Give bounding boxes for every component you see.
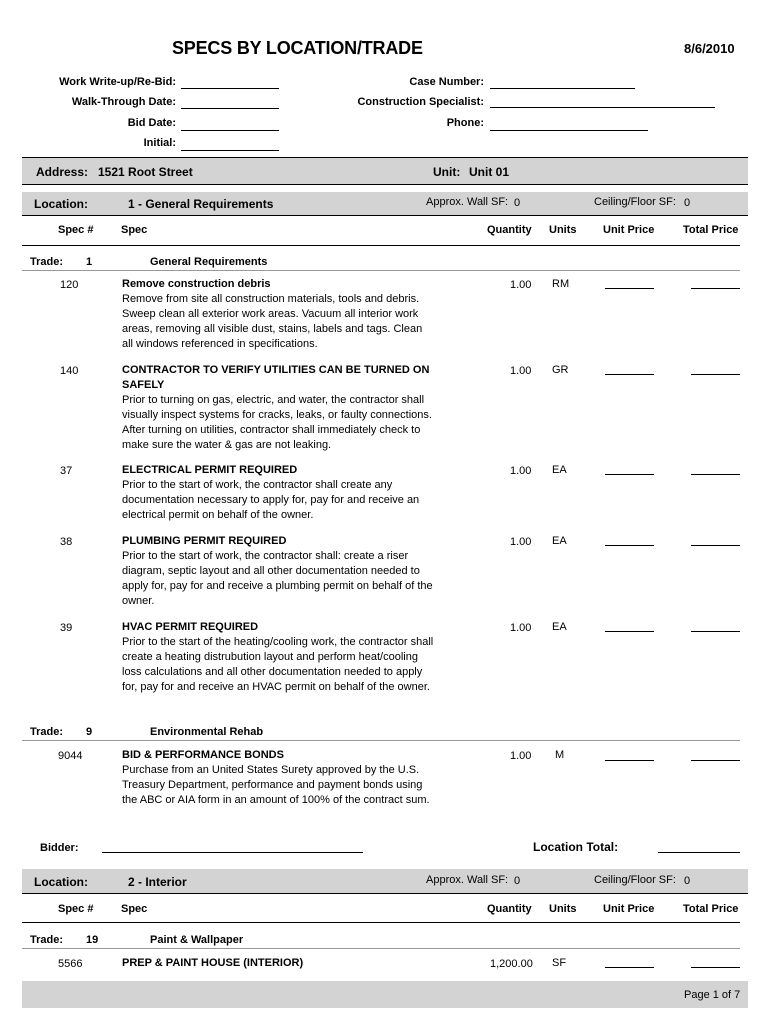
unit-price-field[interactable] — [605, 545, 654, 546]
initial-field[interactable] — [181, 150, 279, 151]
col-spec-num: Spec # — [58, 903, 94, 915]
units: EA — [552, 621, 567, 633]
location-1-name: 1 - General Requirements — [128, 197, 274, 211]
spec-desc-line: loss calculations and all other documentation needed to apply — [122, 666, 423, 678]
total-price-field[interactable] — [691, 474, 740, 475]
col-unit-price: Unit Price — [603, 903, 655, 915]
page-title: SPECS BY LOCATION/TRADE — [172, 38, 423, 58]
unit-price-field[interactable] — [605, 288, 654, 289]
bid-date-label: Bid Date: — [127, 117, 176, 129]
col-quantity: Quantity — [487, 224, 532, 236]
spec-num: 37 — [60, 465, 73, 477]
total-price-field[interactable] — [691, 760, 740, 761]
spec-num: 140 — [60, 365, 79, 377]
location-1-wall-sf-label: Approx. Wall SF: — [426, 196, 509, 208]
phone-field[interactable] — [490, 130, 648, 131]
location-2-name: 2 - Interior — [128, 875, 187, 889]
unit-price-field[interactable] — [605, 631, 654, 632]
work-writeup-field[interactable] — [181, 88, 279, 89]
trade-19-num: 19 — [86, 934, 99, 946]
spec-desc-line: the ABC or AIA form in an amount of 100% of the contract sum. — [122, 794, 430, 806]
col-unit-price: Unit Price — [603, 224, 655, 236]
location-1-wall-sf: 0 — [514, 197, 521, 209]
unit-price-field[interactable] — [605, 474, 654, 475]
spec-desc-line: Prior to the start of work, the contractor shall create any — [122, 479, 393, 491]
spec-title: PREP & PAINT HOUSE (INTERIOR) — [122, 957, 304, 969]
spec-desc-line: After turning on utilities, contractor shall immediately check to — [122, 424, 421, 436]
address-label: Address: — [36, 165, 89, 179]
quantity: 1.00 — [510, 465, 532, 477]
col-spec-num: Spec # — [58, 224, 94, 236]
report-date: 8/6/2010 — [684, 41, 735, 56]
total-price-field[interactable] — [691, 545, 740, 546]
trade-19-name: Paint & Wallpaper — [150, 934, 244, 946]
spec-num: 38 — [60, 536, 73, 548]
trade-1-label: Trade: — [30, 256, 64, 268]
spec-desc-line: apply for, pay for and receive a plumbing permit on behalf of the — [122, 580, 433, 592]
divider — [22, 948, 740, 949]
quantity: 1.00 — [510, 750, 532, 762]
spec-item-39 — [122, 620, 482, 695]
spec-desc-line: Prior to turning on gas, electric, and water, the contractor shall — [122, 394, 425, 406]
col-total-price: Total Price — [683, 224, 739, 236]
divider — [22, 270, 740, 271]
divider — [22, 740, 740, 741]
location-total-field[interactable] — [658, 852, 740, 853]
col-spec: Spec — [121, 224, 148, 236]
quantity: 1.00 — [510, 365, 532, 377]
spec-num: 39 — [60, 622, 73, 634]
spec-desc-line: for, pay for and receive an HVAC permit on behalf of the owner. — [122, 681, 430, 693]
col-quantity: Quantity — [487, 903, 532, 915]
spec-title: PLUMBING PERMIT REQUIRED — [122, 535, 287, 547]
unit-value: Unit 01 — [469, 165, 510, 179]
construction-specialist-label: Construction Specialist: — [357, 96, 484, 108]
spec-item-37 — [122, 463, 472, 523]
units: EA — [552, 535, 567, 547]
spec-desc-line: Prior to the start of the heating/cooling work, the contractor shall — [122, 636, 434, 648]
walk-through-label: Walk-Through Date: — [71, 96, 176, 108]
spec-desc-line: documentation necessary to apply for, pay for and receive an — [122, 494, 420, 506]
trade-1-num: 1 — [86, 256, 93, 268]
unit-price-field[interactable] — [605, 760, 654, 761]
trade-9-label: Trade: — [30, 726, 64, 738]
location-2-ceiling-sf: 0 — [684, 875, 691, 887]
construction-specialist-field[interactable] — [490, 107, 715, 108]
spec-title: BID & PERFORMANCE BONDS — [122, 749, 284, 761]
bidder-label: Bidder: — [40, 842, 79, 854]
location-2-label: Location: — [34, 875, 88, 889]
walk-through-field[interactable] — [181, 108, 279, 109]
unit-price-field[interactable] — [605, 374, 654, 375]
case-number-field[interactable] — [490, 88, 635, 89]
total-price-field[interactable] — [691, 967, 740, 968]
spec-item-140 — [122, 363, 482, 453]
spec-item-9044 — [122, 748, 472, 808]
location-2-wall-sf-label: Approx. Wall SF: — [426, 874, 509, 886]
spec-item-38 — [122, 534, 472, 609]
col-total-price: Total Price — [683, 903, 739, 915]
bid-date-field[interactable] — [181, 130, 279, 131]
spec-title: ELECTRICAL PERMIT REQUIRED — [122, 464, 298, 476]
quantity: 1.00 — [510, 622, 532, 634]
spec-title: Remove construction debris — [122, 278, 271, 290]
spec-desc-line: make sure the water & gas are not leaking. — [122, 439, 332, 451]
spec-title: CONTRACTOR TO VERIFY UTILITIES CAN BE TURNED ON — [122, 364, 430, 376]
quantity: 1.00 — [510, 536, 532, 548]
spec-item-120 — [122, 277, 472, 352]
trade-9-name: Environmental Rehab — [150, 726, 264, 738]
units: SF — [552, 957, 567, 969]
spec-desc-line: Purchase from an United States Surety approved by the U.S. — [122, 764, 420, 776]
unit-label: Unit: — [433, 165, 461, 179]
col-units: Units — [549, 903, 577, 915]
col-spec: Spec — [121, 903, 148, 915]
spec-desc-line: Prior to the start of work, the contractor shall: create a riser — [122, 550, 409, 562]
spec-title-cont: SAFELY — [122, 379, 165, 391]
unit-price-field[interactable] — [605, 967, 654, 968]
location-1-ceiling-sf: 0 — [684, 197, 691, 209]
total-price-field[interactable] — [691, 288, 740, 289]
work-writeup-label: Work Write-up/Re-Bid: — [59, 76, 176, 88]
spec-desc-line: Treasury Department, performance and payment bonds using — [122, 779, 423, 791]
units: EA — [552, 464, 567, 476]
spec-title: HVAC PERMIT REQUIRED — [122, 621, 259, 633]
location-1-ceiling-label: Ceiling/Floor SF: — [594, 196, 676, 208]
location-2-ceiling-label: Ceiling/Floor SF: — [594, 874, 676, 886]
spec-num: 9044 — [58, 750, 83, 762]
location-1-label: Location: — [34, 197, 88, 211]
divider — [22, 245, 740, 246]
trade-9-num: 9 — [86, 726, 93, 738]
spec-desc-line: electrical permit on behalf of the owner. — [122, 509, 314, 521]
quantity: 1,200.00 — [490, 958, 533, 970]
footer-bar — [22, 981, 748, 1008]
spec-num: 5566 — [58, 958, 83, 970]
trade-1-name: General Requirements — [150, 256, 268, 268]
location-2-wall-sf: 0 — [514, 875, 521, 887]
col-units: Units — [549, 224, 577, 236]
address-value: 1521 Root Street — [98, 165, 193, 179]
page-indicator: Page 1 of 7 — [684, 989, 741, 1001]
spec-desc-line: Remove from site all construction materials, tools and debris. — [122, 293, 420, 305]
units: RM — [552, 278, 570, 290]
total-price-field[interactable] — [691, 631, 740, 632]
initial-label: Initial: — [143, 137, 176, 149]
spec-desc-line: visually inspect systems for cracks, leaks, or faulty connections. — [122, 409, 432, 421]
spec-desc-line: all windows referenced in specifications. — [122, 338, 318, 350]
units: GR — [552, 364, 569, 376]
units: M — [555, 749, 565, 761]
total-price-field[interactable] — [691, 374, 740, 375]
spec-desc-line: owner. — [122, 595, 155, 607]
spec-desc-line: Sweep clean all exterior work areas. Vacuum all interior work — [122, 308, 419, 320]
spec-desc-line: create a heating distrubution layout and perform heat/cooling — [122, 651, 418, 663]
spec-desc-line: areas, removing all visible dust, stains, labels and tags. Clean — [122, 323, 423, 335]
spec-desc-line: diagram, septic layout and all other documentation needed to — [122, 565, 420, 577]
location-total-label: Location Total: — [533, 840, 619, 854]
divider — [22, 922, 740, 923]
case-number-label: Case Number: — [409, 76, 484, 88]
spec-num: 120 — [60, 279, 79, 291]
trade-19-label: Trade: — [30, 934, 64, 946]
bidder-field[interactable] — [102, 852, 363, 853]
phone-label: Phone: — [446, 117, 484, 129]
quantity: 1.00 — [510, 279, 532, 291]
